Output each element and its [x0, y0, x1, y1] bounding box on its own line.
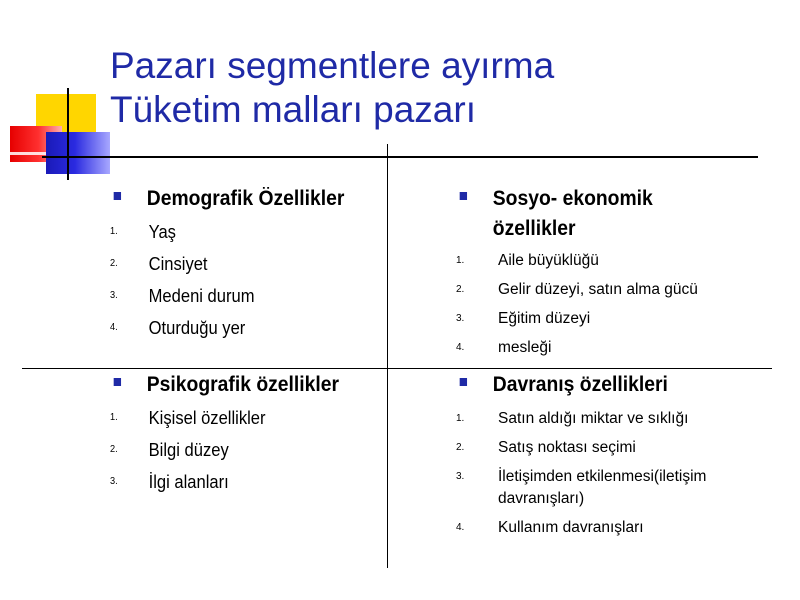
item-text: Kullanım davranışları — [498, 519, 644, 536]
item-number: 3. — [456, 313, 465, 324]
list-item — [456, 437, 776, 459]
quadrant-heading — [110, 370, 358, 400]
item-text: Aile büyüklüğü — [498, 252, 599, 269]
quadrant-heading — [456, 370, 750, 400]
item-number: 4. — [456, 342, 465, 353]
list-item — [456, 517, 776, 539]
numbered-list — [456, 250, 776, 359]
heading-text: Davranış özellikleri — [492, 373, 668, 396]
item-text: Satış noktası seçimi — [498, 439, 636, 456]
square-bullet-icon — [114, 378, 121, 386]
list-item — [456, 466, 728, 510]
quadrant-demographic — [110, 184, 380, 344]
slide-title-line-2: Tüketim malları pazarı — [110, 89, 476, 130]
item-number: 1. — [110, 412, 118, 423]
item-number: 4. — [456, 522, 465, 533]
slide-title-line-1: Pazarı segmentlere ayırma — [110, 45, 555, 86]
square-bullet-icon — [114, 192, 121, 200]
item-number: 1. — [456, 413, 465, 424]
heading-text: Demografik Özellikler — [146, 187, 345, 210]
item-number: 4. — [110, 322, 118, 333]
title-divider — [42, 156, 758, 158]
quadrant-behavioral — [456, 370, 776, 546]
row-divider — [22, 368, 772, 369]
numbered-list — [456, 408, 776, 539]
item-number: 2. — [110, 444, 118, 455]
item-number: 3. — [456, 471, 465, 482]
numbered-list — [110, 216, 380, 344]
list-item — [456, 337, 776, 359]
list-item — [110, 216, 358, 248]
list-item — [456, 408, 776, 430]
heading-text: Psikografik özellikler — [146, 373, 340, 396]
list-item — [110, 434, 358, 466]
item-number: 3. — [110, 290, 118, 301]
list-item — [110, 466, 358, 498]
item-text: Kişisel özellikler — [148, 408, 266, 428]
list-item — [456, 308, 776, 330]
item-number: 1. — [456, 255, 465, 266]
item-number: 2. — [110, 258, 118, 269]
decor-blue-square — [46, 132, 110, 174]
item-text: Satın aldığı miktar ve sıklığı — [498, 410, 689, 427]
item-text: Cinsiyet — [148, 254, 208, 274]
list-item — [110, 280, 358, 312]
item-text: Eğitim düzeyi — [498, 310, 591, 327]
quadrant-socioeconomic — [456, 184, 776, 366]
item-text: Bilgi düzey — [148, 440, 229, 460]
item-text: mesleği — [498, 339, 552, 356]
quadrant-heading — [110, 184, 358, 214]
square-bullet-icon — [460, 378, 467, 386]
column-divider — [387, 144, 388, 568]
decor-vertical-line — [67, 88, 69, 180]
heading-text-line-1: Sosyo- ekonomik — [492, 187, 653, 210]
list-item — [456, 279, 776, 301]
item-number: 2. — [456, 442, 465, 453]
numbered-list — [110, 402, 380, 498]
list-item — [110, 248, 358, 280]
square-bullet-icon — [460, 192, 467, 200]
item-text: İlgi alanları — [148, 472, 229, 492]
item-text: Medeni durum — [148, 286, 255, 306]
quadrant-heading — [456, 184, 750, 244]
item-number: 2. — [456, 284, 465, 295]
slide-title — [110, 44, 554, 132]
item-text: İletişimden etkilenmesi(iletişim davranışları) — [498, 468, 707, 507]
list-item — [110, 312, 358, 344]
item-number: 3. — [110, 476, 118, 487]
item-text: Gelir düzeyi, satın alma gücü — [498, 281, 698, 298]
quadrant-psychographic — [110, 370, 380, 498]
heading-text-line-2: özellikler — [492, 217, 576, 240]
list-item — [110, 402, 358, 434]
item-text: Oturduğu yer — [148, 318, 246, 338]
item-number: 1. — [110, 226, 118, 237]
list-item — [456, 250, 776, 272]
item-text: Yaş — [148, 222, 176, 242]
